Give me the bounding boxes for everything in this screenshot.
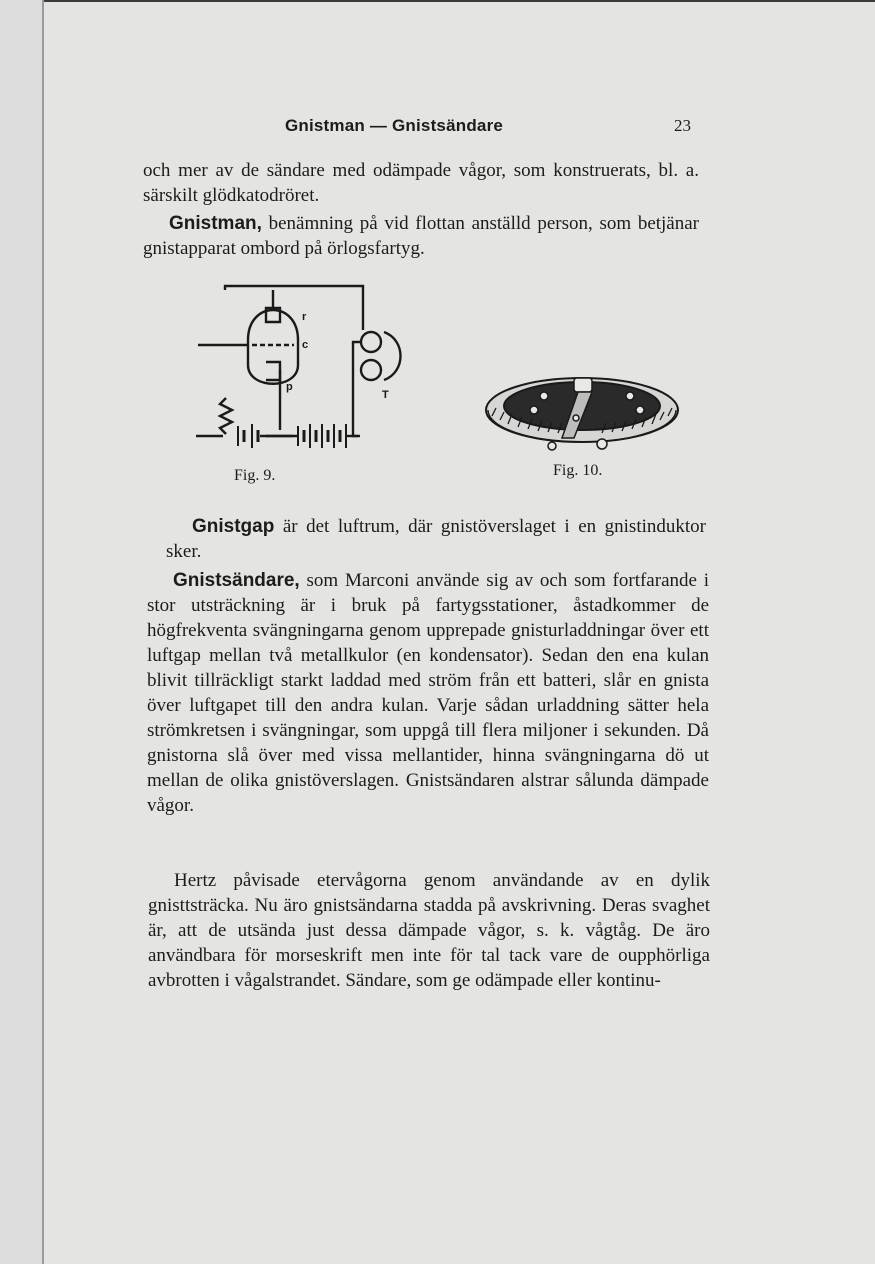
page-number: 23: [674, 116, 691, 135]
entry-text: som Marconi använde sig av och som fortfarande i stor utsträckning är i bruk på fartygsstationer, åstadkommer de högfrekventa svängningarna genom upprepade gnisturladdningar över ett luftgap mellan två metallkulor (en kondensator). Sedan den ena kulan blivit tillräckligt starkt laddad med ström från ett batteri, slår en gnista över luftgapet till den andra kulan. Varje sådan urladdning sätter hela strömkretsen i svängningar, som uppgå till flera miljoner i sekunden. Då gnistorna slå över med vissa mellantider, hinna svängningarna dö ut mellan de olika gnistöverslagen. Gnistsändaren alstrar sålunda dämpade vågor.: [147, 570, 709, 816]
paragraph-hertz: [148, 868, 710, 993]
running-head-title: Gnistman — Gnistsändare: [284, 116, 504, 135]
book-page: [44, 2, 875, 1264]
label-p: p: [286, 381, 293, 393]
paragraph-text: och mer av de sändare med odämpade vågor, som konstruerats, bl. a. särskilt glödkatodröret.: [143, 160, 699, 206]
entry-text: benämning på vid flottan anställd person, som betjänar gnistapparat ombord på örlogsfartyg.: [143, 213, 699, 259]
headword-gnistman: Gnistman,: [169, 213, 262, 234]
figure-10-caption: Fig. 10.: [553, 462, 603, 479]
entry-gnistgap: [166, 514, 706, 564]
resistor: [220, 398, 232, 434]
headword-gnistsandare: Gnistsändare,: [173, 570, 300, 591]
entry-gnistman: [143, 211, 699, 261]
entry-text: är det luftrum, där gnistöverslaget i en gnistinduktor sker.: [166, 516, 706, 562]
figure-9-circuit-diagram: [148, 280, 389, 450]
paragraph-continuation: [143, 158, 699, 208]
figure-10-spark-gap: [482, 366, 682, 462]
label-r: r: [302, 311, 307, 323]
figure-9-caption: Fig. 9.: [234, 467, 276, 484]
paragraph-text: Hertz påvisade etervågorna genom användande av en dylik gnisttsträcka. Nu äro gnistsändarna stadda på avskrivning. Deras svaghet är, att de utsända just dessa dämpade vågor, s. k. vågtåg. De äro användbara för morseskrift men inte för tal tack vare de oupphörliga avbrotten i vågalstrandet. Sändare, som ge odämpade eller kontinu-: [148, 870, 710, 991]
headword-gnistgap: Gnistgap: [192, 516, 275, 537]
label-c: c: [302, 339, 309, 351]
battery-bank: [238, 424, 360, 448]
label-t: T: [382, 389, 389, 401]
running-head: [44, 116, 875, 140]
left-page-edge: [0, 0, 44, 1264]
entry-gnistsandare: [147, 568, 709, 818]
